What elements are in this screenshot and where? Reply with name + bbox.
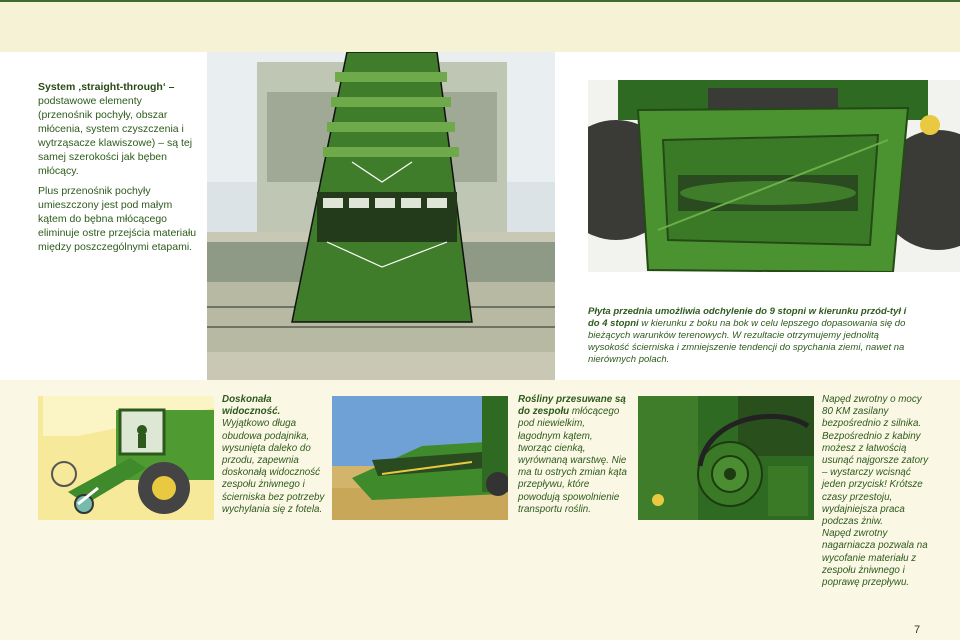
face-plate-caption	[588, 306, 918, 366]
combine-front-photo	[207, 52, 555, 380]
visibility-title: Doskonała widoczność.	[222, 394, 281, 418]
intro-title: System ‚straight-through‘ –	[38, 81, 175, 93]
combine-side-illustration	[38, 396, 214, 520]
crop-flow-title: Rośliny przesuwane są do zespołu	[518, 394, 626, 418]
crop-flow-text	[518, 394, 628, 516]
visibility-body: Wyjątkowo długa obudowa podajnika, wysunięta daleko do przodu, zapewnia doskonałą widoczność zespołu żniwnego i ścierniska bez potrzeby wychylania się z fotela.	[222, 418, 325, 515]
reverser-para3: Napęd zwrotny nagarniacza pozwala na wycofanie materiału z zespołu żniwnego i poprawę przepływu.	[822, 528, 928, 589]
reverser-text	[822, 394, 934, 589]
face-plate-photo	[588, 80, 960, 272]
page-number: 7	[914, 624, 921, 636]
crop-flow-body: młócącego pod niewielkim, łagodnym kątem, tworząc cienką, wyrównaną warstwę. Nie ma tu ostrych zmian kąta przepływu, które powodują spowolnienie transportu roślin.	[518, 406, 627, 515]
reverser-para2: Bezpośrednio z kabiny możesz z łatwością usunąć najgorsze zatory – wystarczy wcisnąć jeden przycisk! Krótsze czasy przestoju, wydajniejsza praca podczas żniw.	[822, 430, 929, 528]
intro-para2: Plus przenośnik pochyły umieszczony jest pod małym kątem do bębna młócącego eliminuje ostre przejścia materiału między poszczególnymi etapami.	[38, 185, 197, 253]
top-rule	[0, 0, 960, 2]
reverser-para1: Napęd zwrotny o mocy 80 KM zasilany bezpośrednio z silnika.	[822, 394, 922, 430]
visibility-text	[222, 394, 330, 516]
intro-text	[38, 80, 198, 260]
header-field-photo	[332, 396, 508, 520]
face-plate-caption-rest: w kierunku z boku na bok w celu lepszego dopasowania się do bieżących warunków terenowych. W rezultacie otrzymujemy jednolitą wysokość ścierniska i zmniejszenie tendencji do spychania ziemi, nawet na nierównych polach.	[588, 318, 906, 365]
intro-para1: podstawowe elementy (przenośnik pochyły, obszar młócenia, system czyszczenia i wytrząsacze klawiszowe) – są tej samej szerokości jak bęben młócący.	[38, 95, 193, 177]
top-strip	[0, 0, 960, 52]
face-plate-caption-bold: Płyta przednia umożliwia odchylenie do 9 stopni w kierunku przód-tył i do 4 stopni	[588, 306, 907, 329]
reverser-photo	[638, 396, 814, 520]
